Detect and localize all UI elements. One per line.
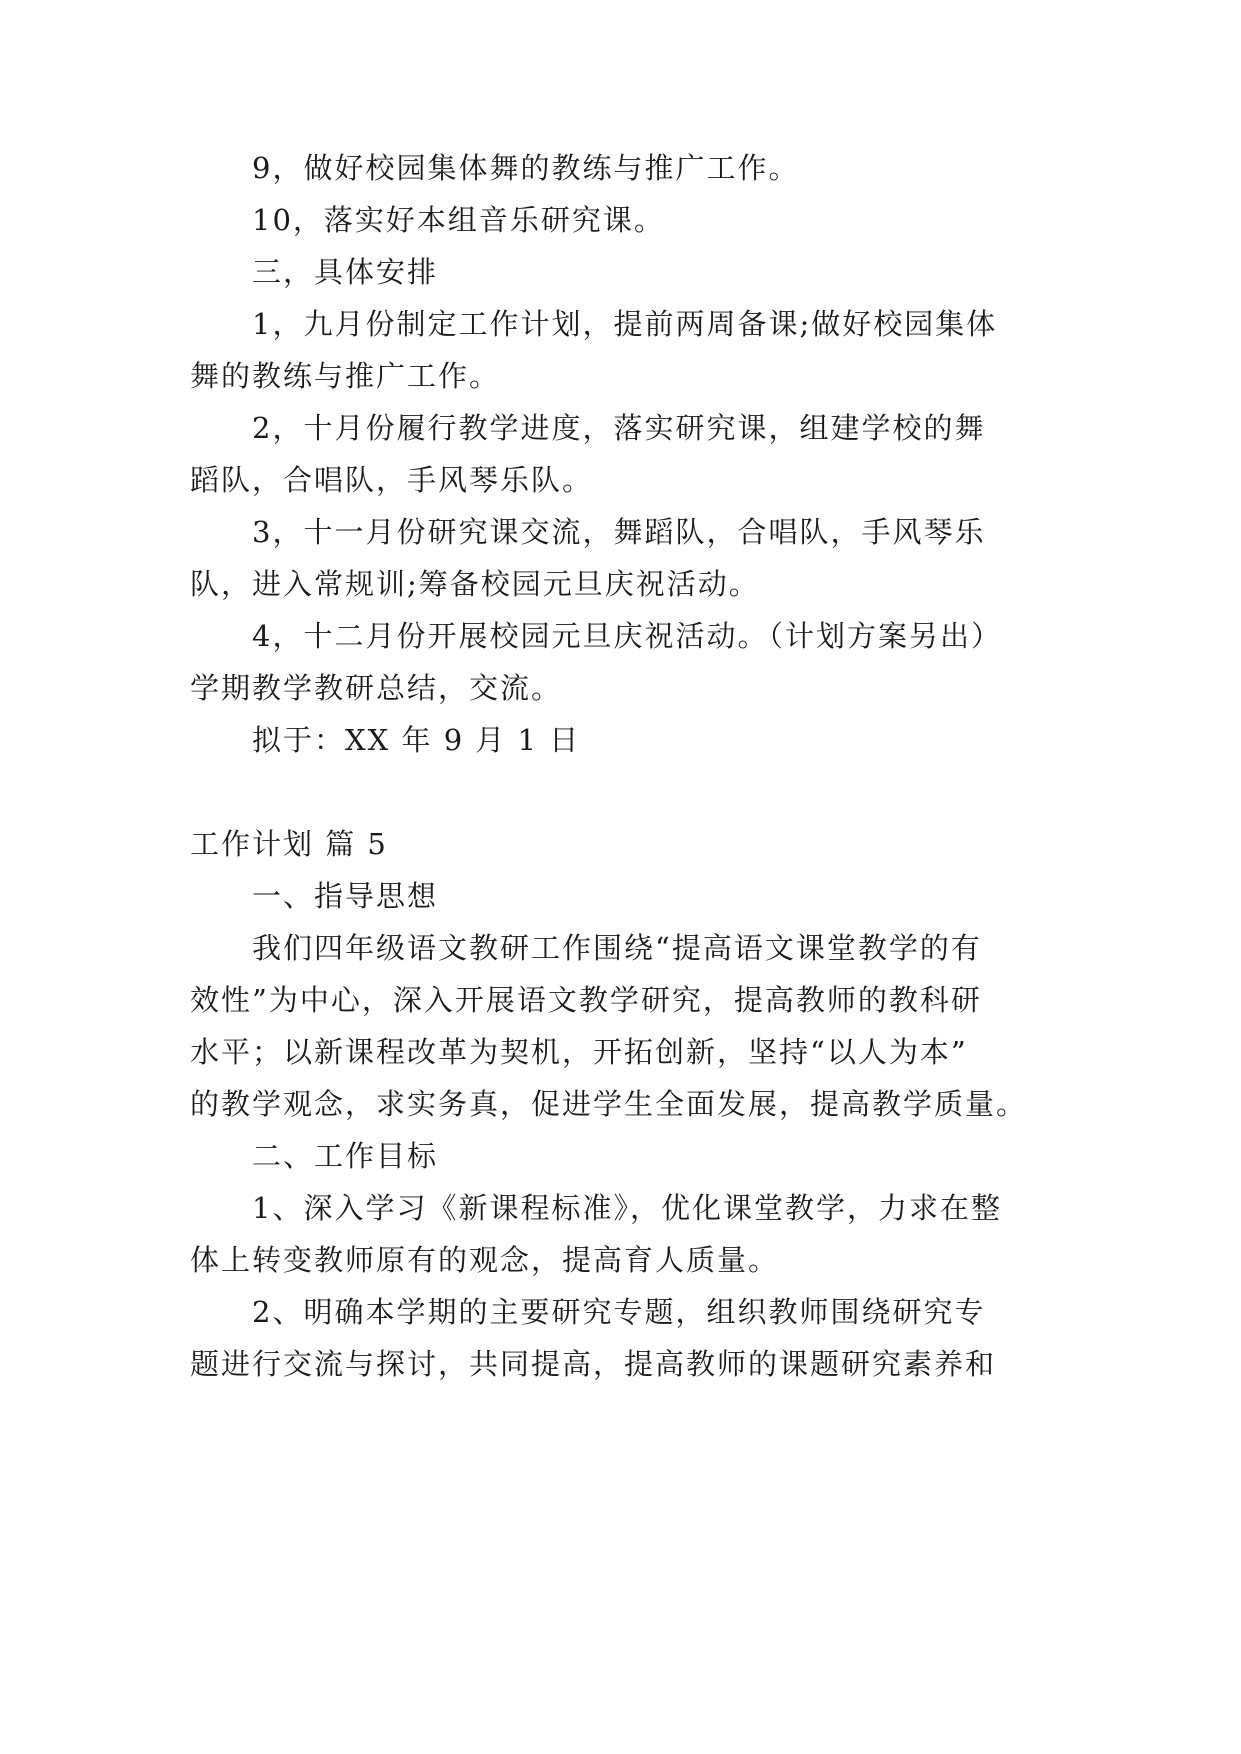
list-item: 4，十二月份开展校园元旦庆祝活动。（计划方案另出） xyxy=(252,619,1002,653)
section-title: 工作计划 篇 5 xyxy=(190,827,388,861)
list-item: 1，九月份制定工作计划，提前两周备课;做好校园集体 xyxy=(252,307,998,341)
paragraph-line: 我们四年级语文教研工作围绕“提高语文课堂教学的有 xyxy=(252,931,982,965)
paragraph-line: 效性”为中心，深入开展语文教学研究，提高教师的教科研 xyxy=(190,983,982,1017)
section-heading: 三，具体安排 xyxy=(252,255,439,289)
date-line: 拟于：XX 年 9 月 1 日 xyxy=(252,723,581,757)
list-item: 10，落实好本组音乐研究课。 xyxy=(252,203,665,237)
section-heading: 二、工作目标 xyxy=(252,1139,439,1173)
list-item-continuation: 题进行交流与探讨，共同提高，提高教师的课题研究素养和 xyxy=(190,1347,997,1381)
list-item: 2、明确本学期的主要研究专题，组织教师围绕研究专 xyxy=(252,1295,986,1329)
list-item-continuation: 队，进入常规训;筹备校园元旦庆祝活动。 xyxy=(190,567,760,601)
list-item-continuation: 学期教学教研总结，交流。 xyxy=(190,671,563,705)
list-item-continuation: 蹈队，合唱队，手风琴乐队。 xyxy=(190,463,594,497)
list-item: 3，十一月份研究课交流，舞蹈队，合唱队，手风琴乐 xyxy=(252,515,986,549)
list-item-continuation: 体上转变教师原有的观念，提高育人质量。 xyxy=(190,1243,780,1277)
section-heading: 一、指导思想 xyxy=(252,879,439,913)
list-item: 9，做好校园集体舞的教练与推广工作。 xyxy=(252,151,800,185)
paragraph-line: 水平；以新课程改革为契机，开拓创新，坚持“以人为本” xyxy=(190,1035,968,1069)
paragraph-line: 的教学观念，求实务真，促进学生全面发展，提高教学质量。 xyxy=(190,1087,1028,1121)
list-item: 1、深入学习《新课程标准》，优化课堂教学，力求在整 xyxy=(252,1191,1002,1225)
list-item-continuation: 舞的教练与推广工作。 xyxy=(190,359,501,393)
list-item: 2，十月份履行教学进度，落实研究课，组建学校的舞 xyxy=(252,411,986,445)
